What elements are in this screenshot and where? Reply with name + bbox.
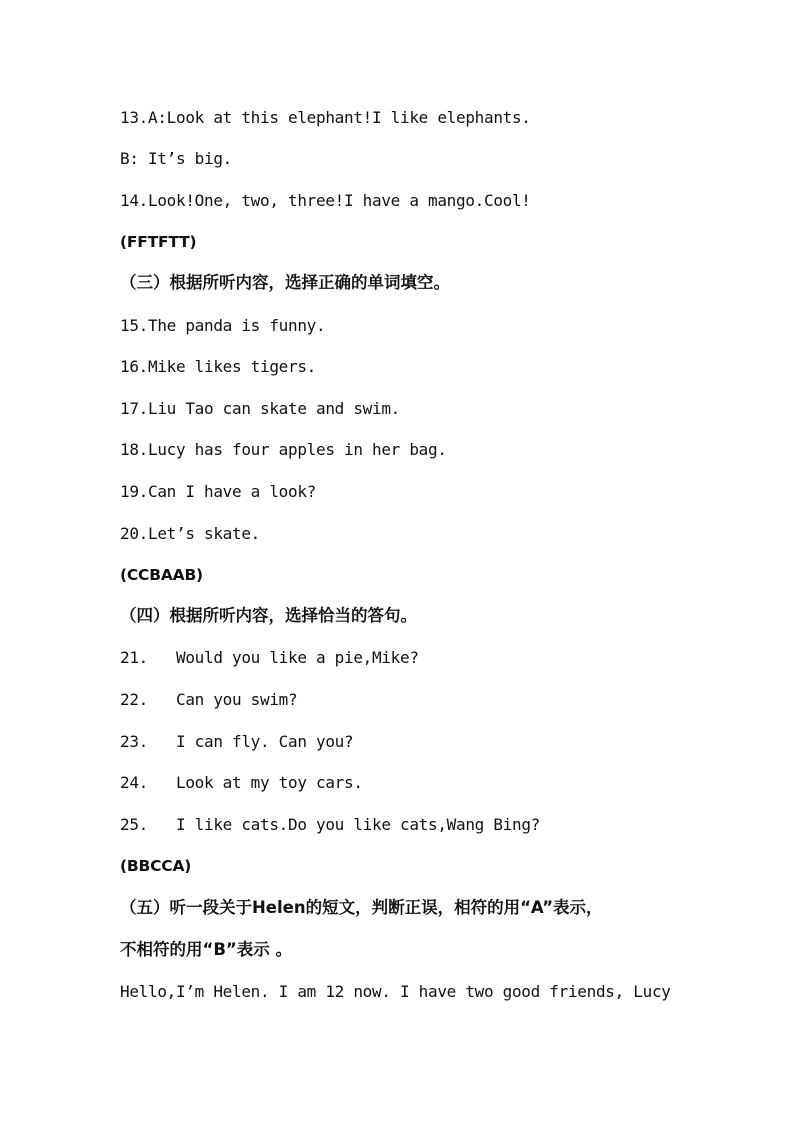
item-18: 18.Lucy has four apples in her bag.: [120, 440, 447, 459]
answer-key-section-4: (BBCCA): [120, 857, 192, 875]
item-text: Look at my toy cars.: [176, 773, 363, 792]
section-5-heading-line-1: （五）听一段关于Helen的短文，判断正误，相符的用“A”表示，: [120, 898, 603, 917]
item-23: [120, 732, 353, 752]
item-number: 24.: [120, 773, 148, 792]
item-13-line-a: 13.A:Look at this elephant!I like elephants.: [120, 108, 531, 127]
item-19: 19.Can I have a look?: [120, 482, 316, 501]
section-3-heading: （三）根据所听内容，选择正确的单词填空。: [120, 273, 450, 292]
item-number: 22.: [120, 690, 148, 709]
item-17: 17.Liu Tao can skate and swim.: [120, 399, 400, 418]
item-13-line-b: B: It’s big.: [120, 149, 232, 168]
passage-text: Hello,I’m Helen. I am 12 now. I have two good friends, Lucy: [120, 982, 671, 1001]
item-text: Would you like a pie,Mike?: [176, 648, 419, 667]
answer-key-section-3: (CCBAAB): [120, 566, 203, 584]
section-5-heading-line-2: 不相符的用“B”表示 。: [120, 940, 293, 959]
item-25: [120, 815, 540, 835]
item-text: I can fly. Can you?: [176, 732, 354, 751]
item-24: [120, 773, 363, 793]
answer-key-section-2: (FFTFTT): [120, 233, 197, 251]
item-text: Can you swim?: [176, 690, 298, 709]
item-16: 16.Mike likes tigers.: [120, 357, 316, 376]
item-number: 25.: [120, 815, 148, 834]
item-15: 15.The panda is funny.: [120, 316, 326, 335]
item-number: 21.: [120, 648, 148, 667]
section-4-heading: （四）根据所听内容，选择恰当的答句。: [120, 606, 417, 625]
item-21: [120, 648, 419, 668]
item-number: 23.: [120, 732, 148, 751]
item-14: 14.Look!One, two, three!I have a mango.Cool!: [120, 191, 531, 210]
item-text: I like cats.Do you like cats,Wang Bing?: [176, 815, 540, 834]
item-20: 20.Let’s skate.: [120, 524, 260, 543]
item-22: [120, 690, 297, 710]
